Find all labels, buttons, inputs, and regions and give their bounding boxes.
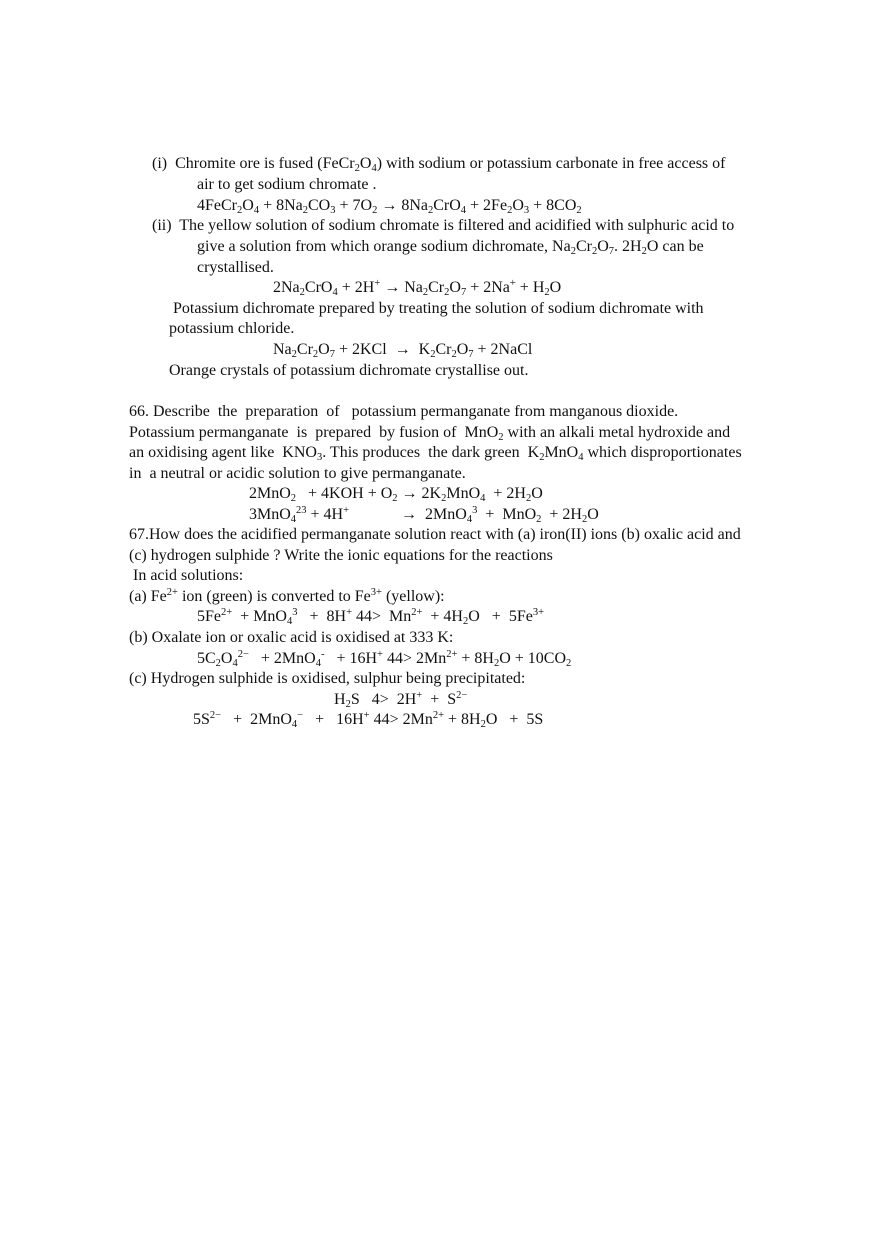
ln-3: $4FeCr_2O_4 + 8Na_2CO_3 + 7O_2 \to 8Na_2CrO_4 + 2Fe_2O_3 + 8CO_2$ <box>197 197 582 216</box>
ln-2: air to get sodium chromate . <box>197 176 377 193</box>
ln-4: (ii) The yellow solution of sodium chromate is filtered and acidified with sulphuric acid to <box>152 217 735 234</box>
ln-8: Potassium dichromate prepared by treating the solution of sodium dichromate with <box>173 300 704 317</box>
ln-21: (a) $Fe^{2+}$ ion (green) is converted to $Fe^{3+}$ (yellow): <box>129 587 445 605</box>
ln-27: $5S^{2-} + 2MnO_4^- + 16H^+$ $44> 2Mn^{2+} + 8H_2O + 5S$ <box>193 710 544 730</box>
ln-15: in a neutral or acidic solution to give permanganate. <box>129 465 466 482</box>
ln-1: (i) Chromite ore is fused $(FeCr_2O_4)$ with sodium or potassium carbonate in free access of <box>152 155 726 174</box>
ln-16: $2MnO_2 + 4KOH + O_2 \to 2K_2MnO_4 + 2H_2O$ <box>249 485 543 504</box>
ln-17: 3MnO$_4^{23}$ + 4H+ → $2MnO_4^3 + MnO_2 + 2H_2O$ <box>249 505 599 525</box>
ln-19: (c) hydrogen sulphide ? Write the ionic equations for the reactions <box>129 547 553 564</box>
ln-26: $H_2S$ $4> 2H^+ + S^{2-}$ <box>334 690 468 710</box>
ln-25: (c) Hydrogen sulphide is oxidised, sulphur being precipitated: <box>129 670 526 687</box>
ln-9: potassium chloride. <box>169 320 295 337</box>
ln-22: $5Fe^{2+} + MnO_4^3 + 8H^+$ $44> Mn^{2+} + 4H_2O + 5Fe^{3+}$ <box>197 607 544 627</box>
ln-11: Orange crystals of potassium dichromate crystallise out. <box>169 362 529 379</box>
ln-24: $5C_2O_4^{2-} + 2MnO_4^- + 16H^+$ $44> 2Mn^{2+} + 8H_2O + 10CO_2$ <box>197 649 572 669</box>
ln-6: crystallised. <box>197 259 274 276</box>
ln-5: give a solution from which orange sodium dichromate, $Na_2Cr_2O_7$. $2H_2O$ can be <box>197 238 704 257</box>
ln-12: 66. Describe the preparation of potassium permanganate from manganous dioxide. <box>129 403 679 420</box>
ln-7: $2Na_2CrO_4 + 2H^+ \to Na_2Cr_2O_7 + 2Na^+ + H_2O$ <box>273 278 562 298</box>
ln-18: 67.How does the acidified permanganate solution react with (a) iron(II) ions (b) oxalic acid and <box>129 526 741 543</box>
ln-10: $Na_2Cr_2O_7 + 2KCl \to K_2Cr_2O_7$ + 2NaCl <box>273 341 533 360</box>
ln-20: In acid solutions: <box>133 567 244 584</box>
ln-13: Potassium permanganate is prepared by fusion of MnO$_2$ with an alkali metal hydroxide and <box>129 424 731 443</box>
ln-14: an oxidising agent like $KNO_3$. This produces the dark green $K_2MnO_4$ which disproportionates <box>129 444 742 463</box>
ln-23: (b) Oxalate ion or oxalic acid is oxidised at 333 K: <box>129 629 454 646</box>
